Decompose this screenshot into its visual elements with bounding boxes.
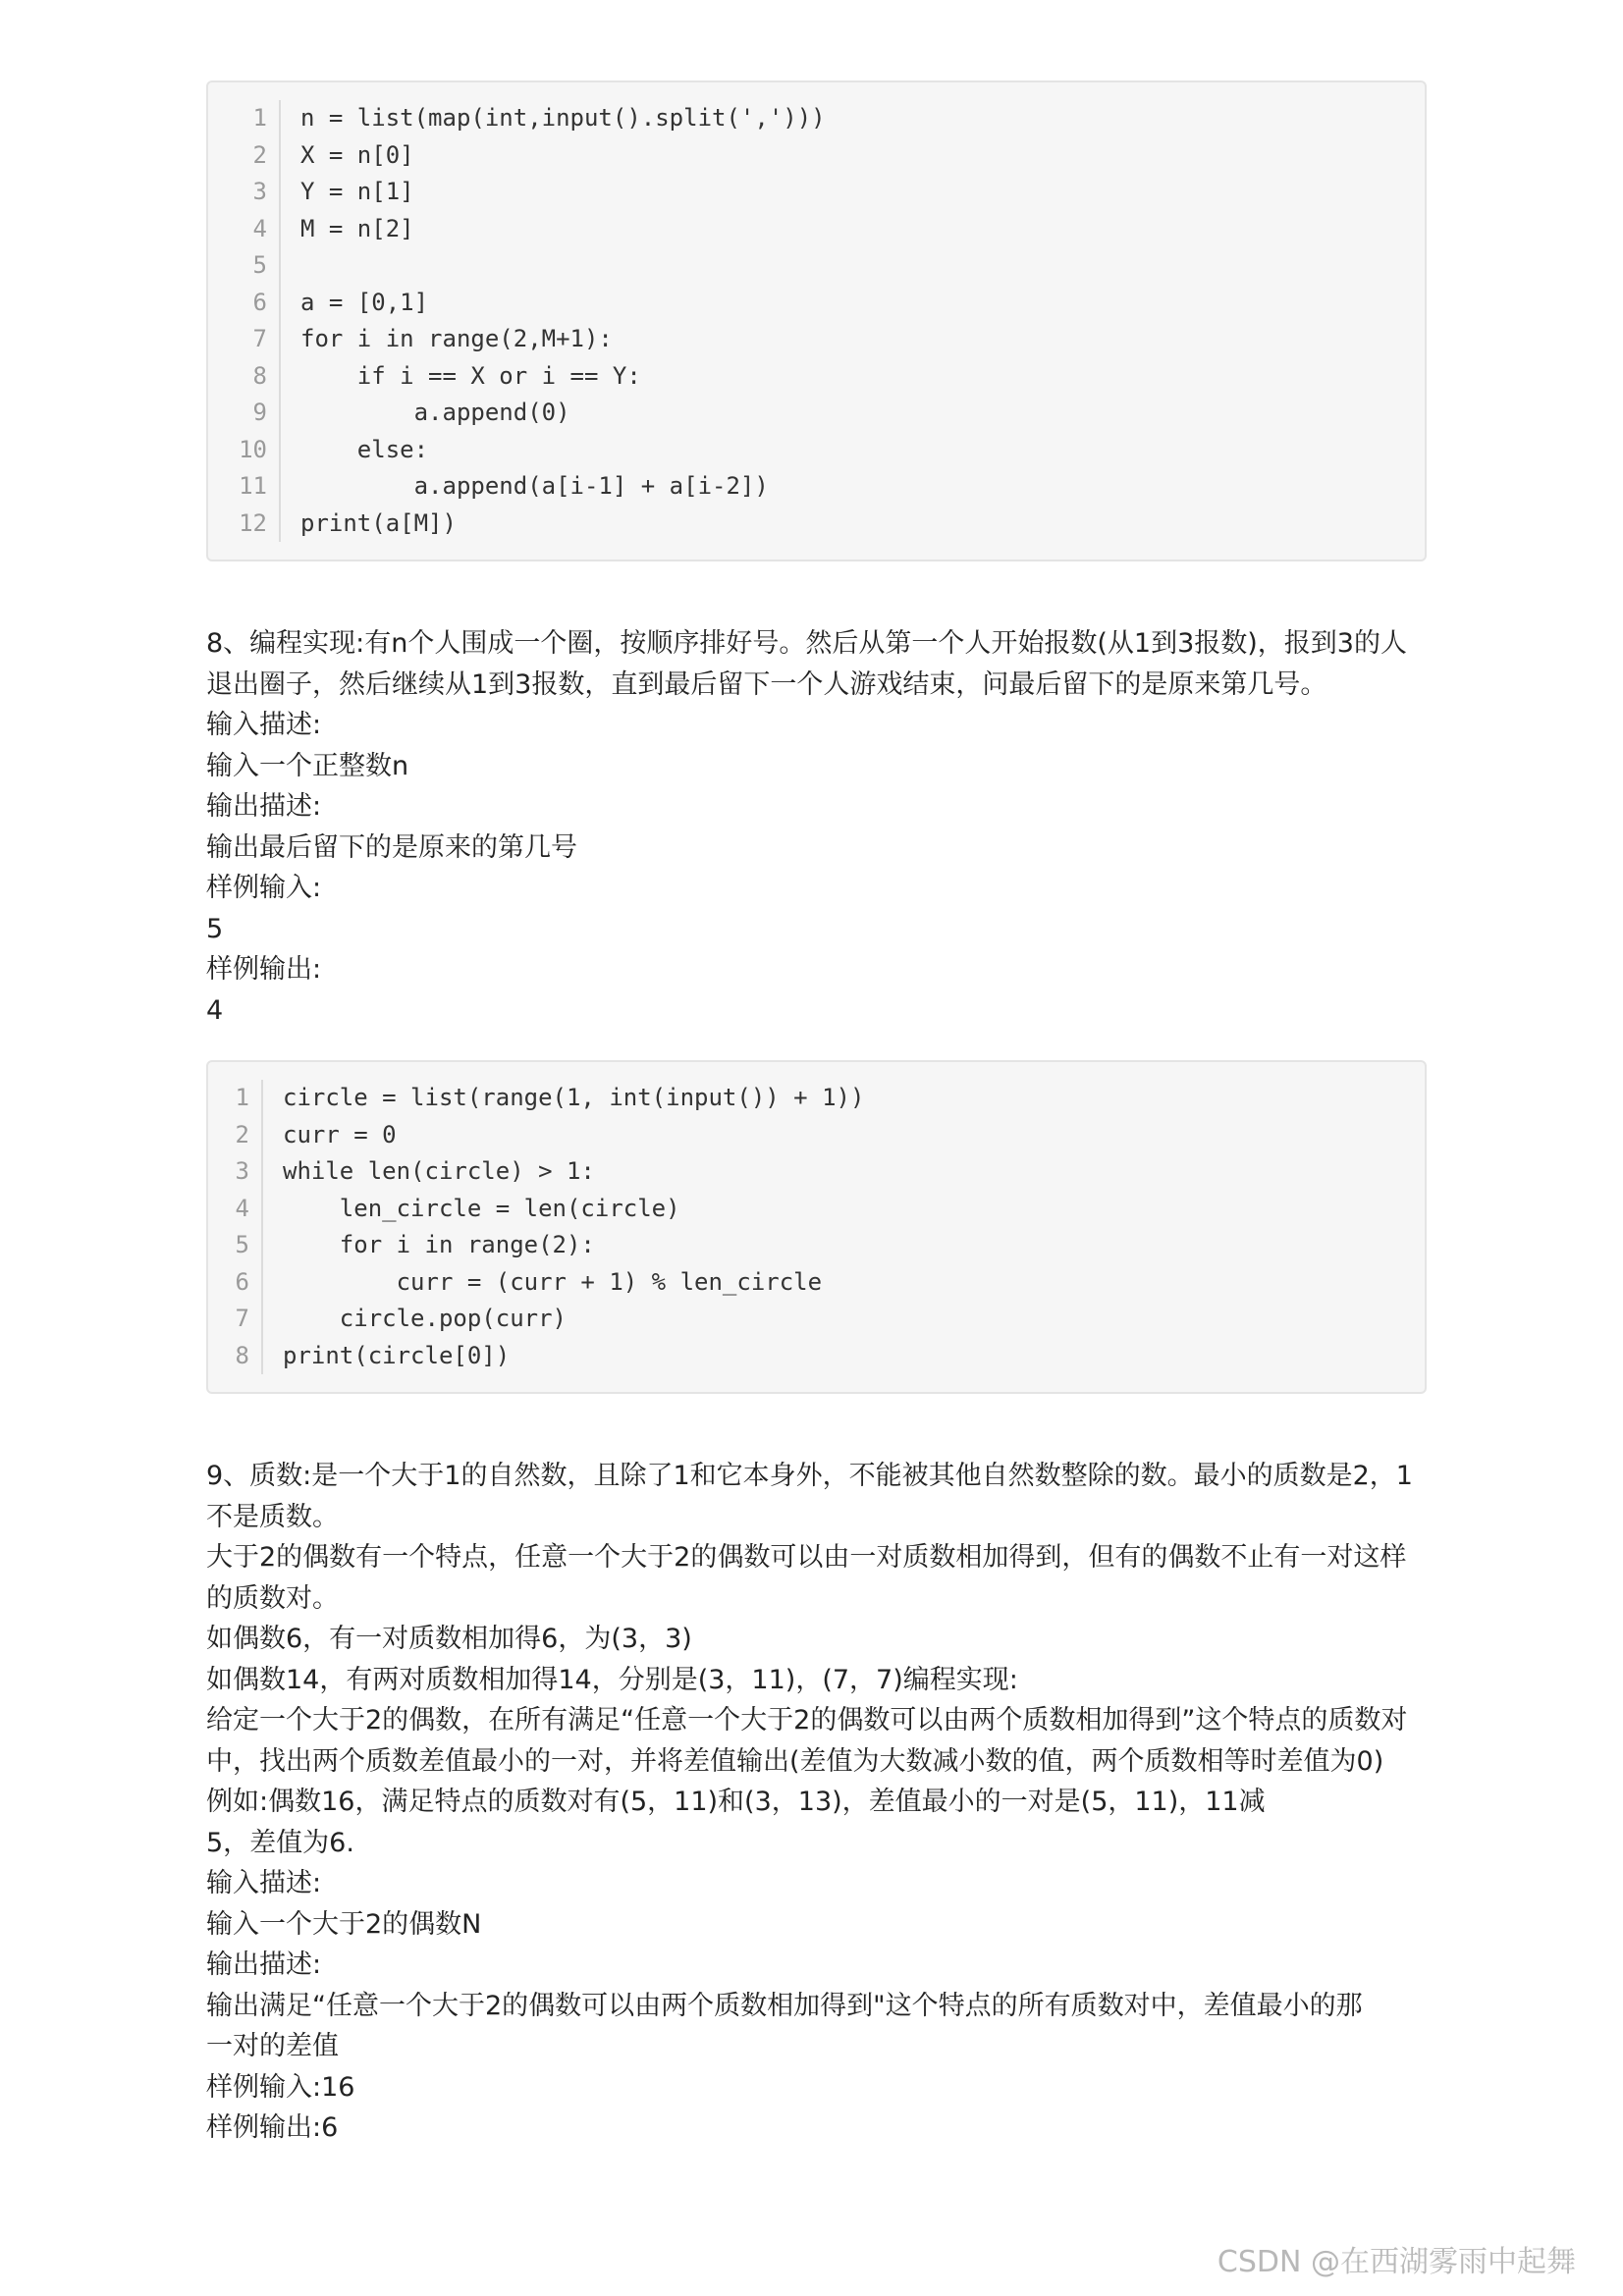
line-number: 5 <box>208 1227 263 1264</box>
code-block-2 <box>206 1060 1427 1394</box>
problem-9-text <box>206 1456 1427 2149</box>
line-number: 4 <box>208 211 281 248</box>
problem-8-text <box>206 623 1427 1031</box>
code-line <box>208 1080 1425 1117</box>
text-line: 输入描述: <box>206 1868 322 1898</box>
code-line <box>208 1153 1425 1191</box>
code-line <box>208 1227 1425 1264</box>
line-number: 1 <box>208 1080 263 1117</box>
line-number: 5 <box>208 247 281 285</box>
line-number: 4 <box>208 1191 263 1228</box>
line-number: 7 <box>208 1301 263 1338</box>
csdn-watermark: CSDN @在西湖雾雨中起舞 <box>1217 2245 1576 2279</box>
code-line <box>208 1338 1425 1375</box>
code-text: circle = list(range(1, int(input()) + 1)) <box>283 1084 865 1111</box>
text-line: 中，找出两个质数差值最小的一对，并将差值输出(差值为大数减小数的值，两个质数相等时差值为0) <box>206 1745 1384 1777</box>
code-line <box>208 137 1425 175</box>
code-text: len_circle = len(circle) <box>283 1194 680 1222</box>
line-number: 1 <box>208 100 281 137</box>
text-line: 样例输出:6 <box>206 2112 339 2143</box>
text-line: 样例输出: <box>206 954 322 985</box>
code-text: a = [0,1] <box>300 288 429 316</box>
line-number: 6 <box>208 285 281 322</box>
text-line: 5 <box>206 913 224 944</box>
line-number: 2 <box>208 1117 263 1154</box>
code-text: print(a[M]) <box>300 508 457 537</box>
code-line <box>208 321 1425 358</box>
code-text: print(circle[0]) <box>283 1341 511 1369</box>
code-line <box>208 1301 1425 1338</box>
text-line: 输出描述: <box>206 1949 322 1980</box>
document-page <box>206 79 1427 2149</box>
code-line <box>208 285 1425 322</box>
line-number: 8 <box>208 358 281 396</box>
code-line <box>208 174 1425 211</box>
code-text: a.append(0) <box>300 399 570 426</box>
text-line: 如偶数6，有一对质数相加得6，为(3，3) <box>206 1624 692 1654</box>
text-line: 样例输入:16 <box>206 2071 355 2103</box>
code-text: for i in range(2,M+1): <box>300 325 613 352</box>
code-line <box>208 1264 1425 1302</box>
line-number: 9 <box>208 395 281 432</box>
code-line <box>208 468 1425 506</box>
text-line: 一对的差值 <box>206 2031 339 2061</box>
text-line: 输出描述: <box>206 791 322 822</box>
text-line: 5，差值为6. <box>206 1827 354 1858</box>
code-line <box>208 1191 1425 1228</box>
text-line: 大于2的偶数有一个特点，任意一个大于2的偶数可以由一对质数相加得到，但有的偶数不止有一对这样 <box>206 1542 1407 1573</box>
text-line: 输入一个正整数n <box>206 750 409 781</box>
line-number: 8 <box>208 1338 263 1375</box>
code-text: a.append(a[i-1] + a[i-2]) <box>300 472 769 500</box>
code-text: else: <box>300 435 429 463</box>
text-line: 给定一个大于2的偶数，在所有满足“任意一个大于2的偶数可以由两个质数相加得到”这个特点的质数对 <box>206 1705 1408 1735</box>
line-number: 11 <box>208 468 281 506</box>
text-line: 不是质数。 <box>206 1501 339 1532</box>
code-line <box>208 100 1425 137</box>
code-text: Y = n[1] <box>300 178 414 205</box>
code-text: if i == X or i == Y: <box>300 361 641 390</box>
code-text: for i in range(2): <box>283 1231 595 1258</box>
text-line: 输入描述: <box>206 710 322 740</box>
line-number: 3 <box>208 1153 263 1191</box>
text-line: 输入一个大于2的偶数N <box>206 1908 482 1940</box>
code-line <box>208 1117 1425 1154</box>
code-text <box>281 247 300 285</box>
text-line: 8、编程实现:有n个人围成一个圈，按顺序排好号。然后从第一个人开始报数(从1到3报数)，报到3的人 <box>206 628 1407 659</box>
text-line: 输出最后留下的是原来的第几号 <box>206 831 577 863</box>
text-line: 退出圈子，然后继续从1到3报数，直到最后留下一个人游戏结束，问最后留下的是原来第几号。 <box>206 668 1327 700</box>
line-number: 7 <box>208 321 281 358</box>
code-text: X = n[0] <box>300 140 414 169</box>
text-line: 例如:偶数16，满足特点的质数对有(5，11)和(3，13)，差值最小的一对是(5，11)，11减 <box>206 1787 1266 1817</box>
line-number: 2 <box>208 137 281 175</box>
line-number: 6 <box>208 1264 263 1302</box>
code-text: n = list(map(int,input().split(','))) <box>300 104 826 132</box>
text-line: 的质数对。 <box>206 1582 339 1614</box>
text-line: 输出满足“任意一个大于2的偶数可以由两个质数相加得到"这个特点的所有质数对中，差值最小的那 <box>206 1990 1363 2021</box>
line-number: 3 <box>208 174 281 211</box>
code-block-1 <box>206 80 1427 561</box>
code-line <box>208 395 1425 432</box>
code-text: while len(circle) > 1: <box>283 1157 595 1185</box>
code-text: M = n[2] <box>300 214 414 242</box>
code-line <box>208 211 1425 248</box>
code-text: circle.pop(curr) <box>283 1305 567 1332</box>
text-line: 9、质数:是一个大于1的自然数，且除了1和它本身外，不能被其他自然数整除的数。最小的质数是2，1 <box>206 1461 1413 1491</box>
text-line: 样例输入: <box>206 873 322 903</box>
code-line <box>208 358 1425 396</box>
line-number: 12 <box>208 506 281 543</box>
text-line: 4 <box>206 994 224 1026</box>
code-text: curr = (curr + 1) % len_circle <box>283 1267 823 1296</box>
code-line <box>208 432 1425 469</box>
code-line <box>208 247 1425 285</box>
code-text: curr = 0 <box>283 1120 397 1148</box>
code-line <box>208 506 1425 543</box>
line-number: 10 <box>208 432 281 469</box>
text-line: 如偶数14，有两对质数相加得14，分别是(3，11)，(7，7)编程实现: <box>206 1664 1018 1695</box>
